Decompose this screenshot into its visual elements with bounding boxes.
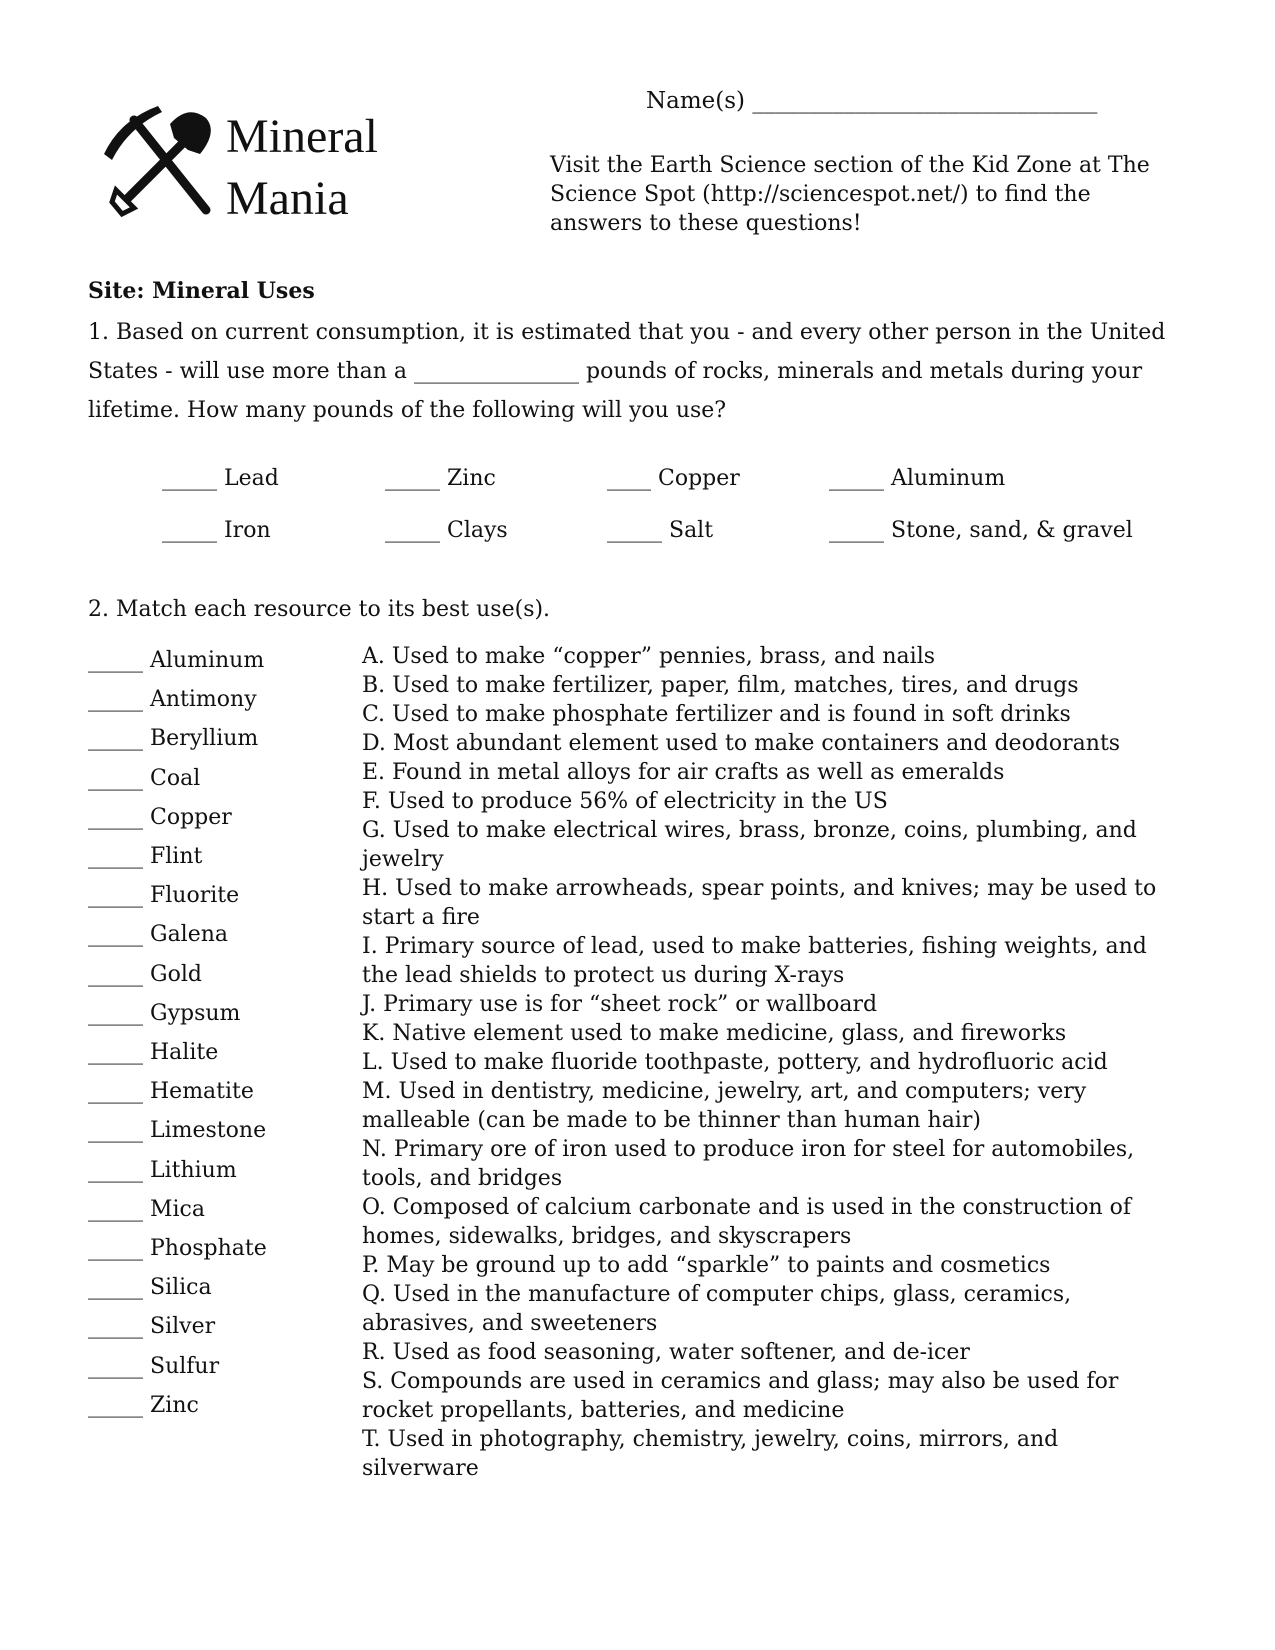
q1-zinc: _____ Zinc — [385, 466, 496, 491]
use-item: Q. Used in the manufacture of computer chips, glass, ceramics, abrasives, and sweeteners — [362, 1282, 1072, 1336]
use-item: A. Used to make “copper” pennies, brass, and nails — [362, 644, 936, 669]
use-item: D. Most abundant element used to make containers and deodorants — [362, 731, 1121, 756]
resource-item: _____ Lithium — [88, 1157, 237, 1183]
resource-item: _____ Phosphate — [88, 1236, 267, 1261]
use-item: O. Composed of calcium carbonate and is used in the construction of homes, sidewalks, bridges, and skyscrapers — [362, 1195, 1132, 1249]
uses-list — [362, 642, 1162, 1483]
q1-clays: _____ Clays — [385, 518, 508, 543]
use-item: I. Primary source of lead, used to make batteries, fishing weights, and the lead shields to protect us during X-rays — [362, 934, 1147, 988]
resource-item: _____ Fluorite — [88, 883, 240, 909]
site-heading: Site: Mineral Uses — [88, 278, 315, 304]
q1-lead: _____ Lead — [162, 466, 279, 491]
resource-item: _____ Aluminum — [88, 648, 265, 673]
q1-stone-sand-gravel: _____ Stone, sand, & gravel — [829, 518, 1133, 543]
use-item: L. Used to make fluoride toothpaste, pottery, and hydrofluoric acid — [362, 1050, 1108, 1075]
resource-item: _____ Mica — [88, 1196, 205, 1222]
question-2-text: 2. Match each resource to its best use(s). — [88, 597, 551, 622]
visit-instructions: Visit the Earth Science section of the Kid Zone at The Science Spot (http://sciencespot.net/) to find the answers to these questions! — [550, 153, 1150, 236]
q1-salt: _____ Salt — [607, 518, 714, 543]
resource-item: _____ Silver — [88, 1314, 216, 1340]
resource-item: _____ Coal — [88, 765, 201, 791]
use-item: T. Used in photography, chemistry, jewelry, coins, mirrors, and silverware — [362, 1427, 1059, 1481]
use-item: R. Used as food seasoning, water softener, and de-icer — [362, 1340, 970, 1365]
resource-item: _____ Copper — [88, 804, 232, 830]
resource-item: _____ Zinc — [88, 1392, 199, 1418]
pick-shovel-icon — [100, 102, 220, 220]
use-item: J. Primary use is for “sheet rock” or wallboard — [362, 992, 878, 1017]
resource-item: _____ Halite — [88, 1040, 219, 1065]
use-item: G. Used to make electrical wires, brass, bronze, coins, plumbing, and jewelry — [362, 818, 1137, 872]
resource-item: _____ Gold — [88, 961, 202, 987]
use-item: E. Found in metal alloys for air crafts as well as emeralds — [362, 760, 1005, 785]
use-item: N. Primary ore of iron used to produce iron for steel for automobiles, tools, and bridges — [362, 1137, 1135, 1191]
resource-item: _____ Hematite — [88, 1079, 254, 1105]
use-item: F. Used to produce 56% of electricity in the US — [362, 789, 888, 814]
use-item: K. Native element used to make medicine, glass, and fireworks — [362, 1021, 1067, 1046]
q1-iron: _____ Iron — [162, 518, 271, 543]
resource-item: _____ Silica — [88, 1275, 212, 1301]
question-1-text: 1. Based on current consumption, it is estimated that you - and every other person in the United States - will use more than a _______________ pounds of rocks, minerals and metals during your lifetime. How many pounds of the following will you use? — [88, 320, 1166, 423]
resource-item: _____ Gypsum — [88, 1000, 241, 1026]
use-item: B. Used to make fertilizer, paper, film, matches, tires, and drugs — [362, 673, 1079, 698]
use-item: S. Compounds are used in ceramics and glass; may also be used for rocket propellants, batteries, and medicine — [362, 1369, 1119, 1423]
resource-item: _____ Flint — [88, 844, 203, 869]
logo-title-line1: Mineral — [226, 110, 378, 163]
q1-aluminum: _____ Aluminum — [829, 466, 1006, 491]
q1-copper: ____ Copper — [607, 466, 740, 491]
use-item: H. Used to make arrowheads, spear points, and knives; may be used to start a fire — [362, 876, 1157, 930]
name-field-line: Name(s) ______________________________ — [646, 88, 1098, 114]
resource-item: _____ Antimony — [88, 687, 257, 713]
resource-item: _____ Limestone — [88, 1118, 267, 1144]
use-item: C. Used to make phosphate fertilizer and is found in soft drinks — [362, 702, 1071, 727]
resource-item: _____ Beryllium — [88, 726, 259, 752]
use-item: P. May be ground up to add “sparkle” to paints and cosmetics — [362, 1253, 1051, 1278]
resource-item: _____ Galena — [88, 922, 229, 948]
logo-title-line2: Mania — [226, 172, 349, 225]
resource-item: _____ Sulfur — [88, 1353, 220, 1379]
use-item: M. Used in dentistry, medicine, jewelry, art, and computers; very malleable (can be made to be thinner than human hair) — [362, 1079, 1087, 1133]
